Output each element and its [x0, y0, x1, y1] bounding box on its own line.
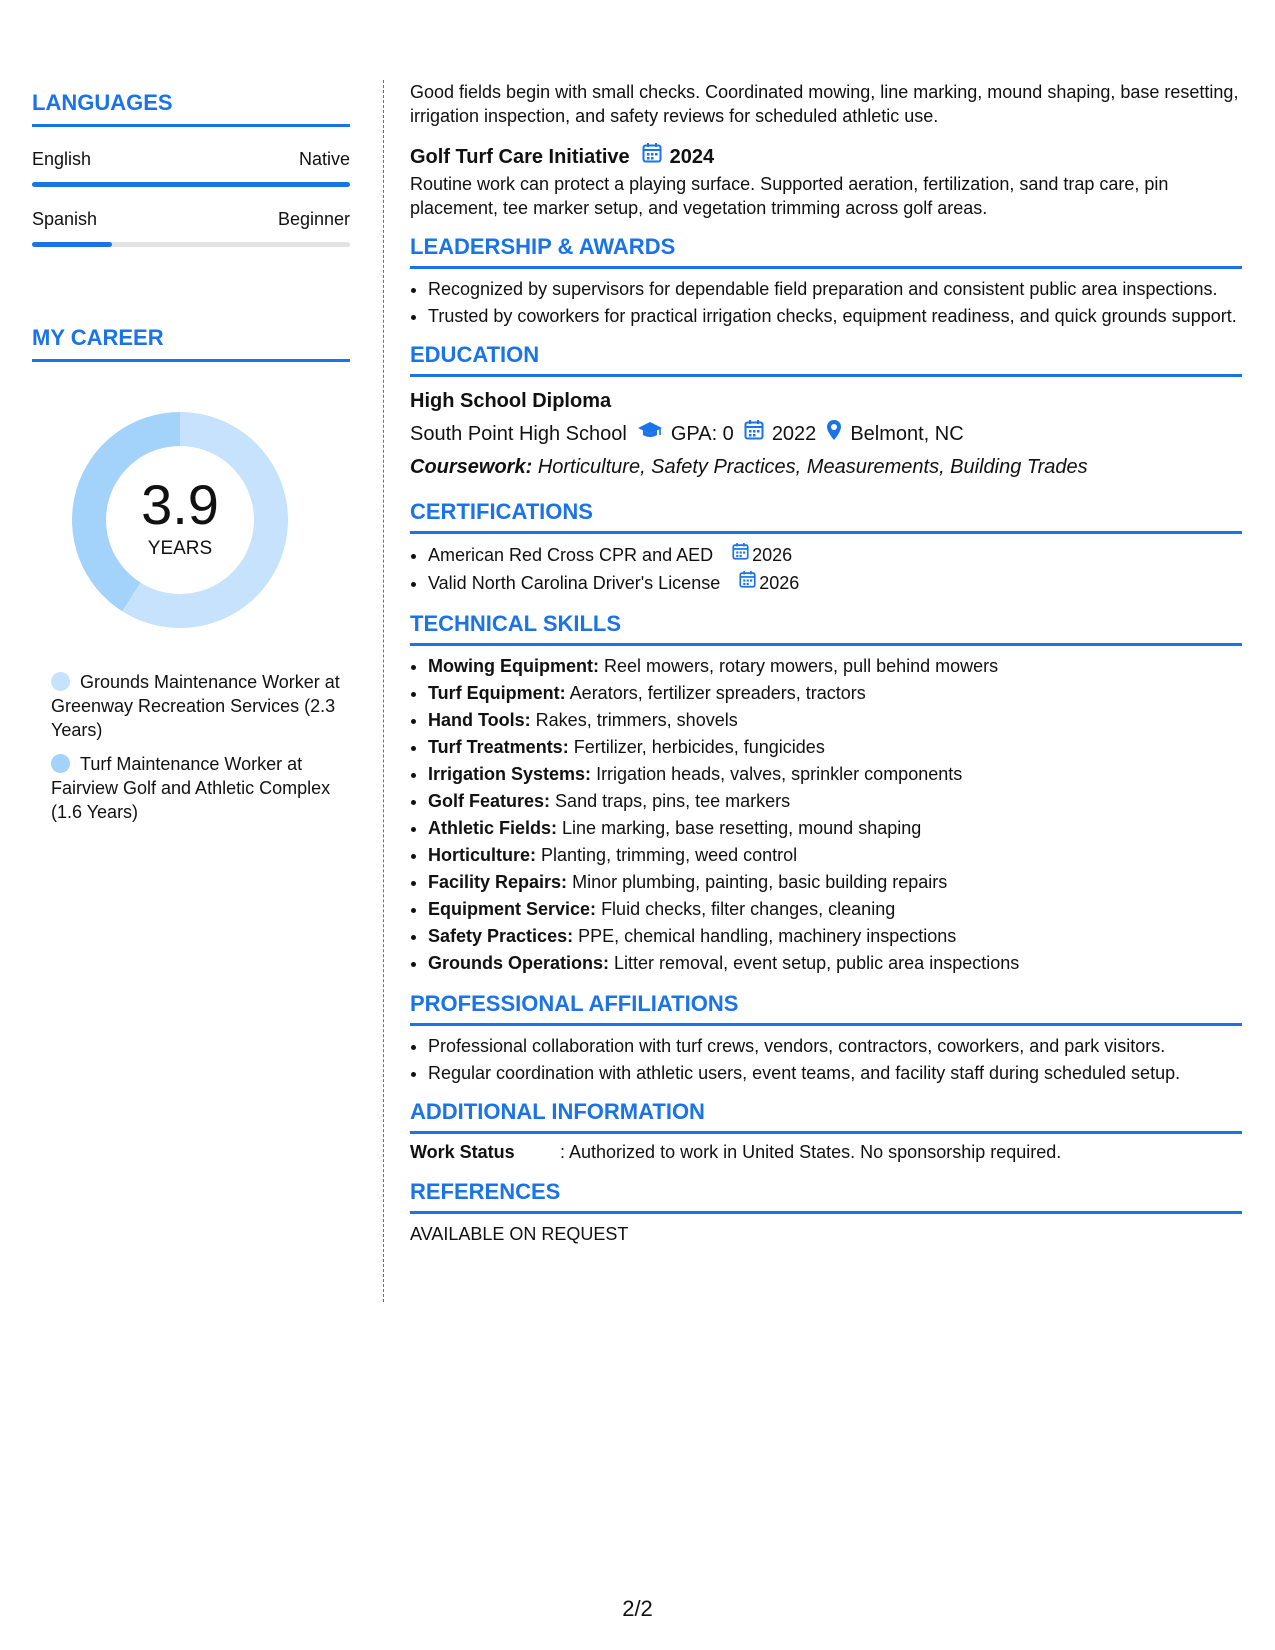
skill-label: Irrigation Systems: — [428, 764, 592, 784]
legend-label: Turf Maintenance Worker at Fairview Golf and Athletic Complex (1.6 Years) — [51, 754, 331, 822]
skill-value: PPE, chemical handling, machinery inspections — [578, 926, 957, 946]
skill-value: Line marking, base resetting, mound shaping — [562, 818, 922, 838]
skill-item — [428, 897, 1242, 921]
work-status-row — [410, 1142, 1242, 1163]
work-status-label: Work Status — [410, 1142, 515, 1162]
languages-title: LANGUAGES — [32, 90, 350, 127]
language-item — [32, 149, 350, 187]
language-item — [32, 209, 350, 247]
skill-item — [428, 870, 1242, 894]
certifications-title: CERTIFICATIONS — [410, 499, 1242, 534]
education-gpa: GPA: 0 — [670, 423, 734, 445]
certification-name: Valid North Carolina Driver's License — [428, 573, 721, 593]
career-total-unit: YEARS — [147, 538, 213, 559]
skill-value: Fluid checks, filter changes, cleaning — [601, 899, 896, 919]
legend-item — [51, 752, 350, 824]
calendar-icon — [642, 142, 662, 172]
certification-year: 2026 — [759, 572, 800, 593]
skill-item — [428, 762, 1242, 786]
skill-item — [428, 843, 1242, 867]
education-title: EDUCATION — [410, 342, 1242, 377]
language-bar — [32, 182, 350, 187]
legend-dot — [51, 672, 70, 691]
project-title: Golf Turf Care Initiative — [410, 146, 630, 168]
skill-value: Fertilizer, herbicides, fungicides — [573, 737, 825, 757]
skill-label: Safety Practices: — [428, 926, 574, 946]
career-donut-chart — [66, 406, 294, 634]
skill-value: Minor plumbing, painting, basic building repairs — [572, 872, 948, 892]
skill-item — [428, 816, 1242, 840]
additional-info-title: ADDITIONAL INFORMATION — [410, 1099, 1242, 1134]
skill-item — [428, 681, 1242, 705]
page-number: 2/2 — [622, 1596, 653, 1621]
column-divider — [383, 80, 384, 1302]
leadership-title: LEADERSHIP & AWARDS — [410, 234, 1242, 269]
skills-title: TECHNICAL SKILLS — [410, 611, 1242, 646]
skill-value: Litter removal, event setup, public area inspections — [614, 953, 1020, 973]
legend-label: Grounds Maintenance Worker at Greenway Recreation Services (2.3 Years) — [51, 672, 340, 740]
education-degree: High School Diploma — [410, 390, 612, 412]
skill-label: Mowing Equipment: — [428, 656, 599, 676]
calendar-icon — [739, 570, 756, 595]
skill-label: Hand Tools: — [428, 710, 531, 730]
skill-label: Golf Features: — [428, 791, 551, 811]
list-item — [428, 542, 1242, 567]
education-year: 2022 — [771, 423, 817, 445]
skill-item — [428, 789, 1242, 813]
education-coursework — [410, 453, 1242, 481]
language-name: English — [32, 149, 92, 169]
skill-label: Turf Equipment: — [428, 683, 566, 703]
language-bar — [32, 242, 350, 247]
education-details — [410, 419, 1242, 449]
affiliations-title: PROFESSIONAL AFFILIATIONS — [410, 991, 1242, 1026]
certification-name: American Red Cross CPR and AED — [428, 545, 714, 565]
skill-label: Athletic Fields: — [428, 818, 558, 838]
skill-label: Facility Repairs: — [428, 872, 568, 892]
skill-item — [428, 708, 1242, 732]
language-level: Beginner — [277, 209, 350, 229]
career-title: MY CAREER — [32, 325, 350, 362]
skill-value: Aerators, fertilizer spreaders, tractors — [569, 683, 866, 703]
project-title-row — [410, 142, 1242, 172]
skill-item — [428, 735, 1242, 759]
skill-label: Turf Treatments: — [428, 737, 569, 757]
skill-value: Reel mowers, rotary mowers, pull behind mowers — [604, 656, 999, 676]
left-column — [32, 90, 350, 834]
references-text: AVAILABLE ON REQUEST — [410, 1224, 629, 1244]
skill-item — [428, 924, 1242, 948]
graduation-cap-icon — [637, 420, 663, 448]
skill-value: Rakes, trimmers, shovels — [535, 710, 738, 730]
skill-value: Planting, trimming, weed control — [541, 845, 798, 865]
list-item: • Trusted by coworkers for practical irrigation checks, equipment readiness, and quick grounds support. — [428, 304, 1242, 328]
skill-value: Irrigation heads, valves, sprinkler components — [596, 764, 963, 784]
calendar-icon — [744, 419, 764, 449]
right-column — [410, 80, 1242, 1246]
calendar-icon — [732, 542, 749, 567]
list-item: • Regular coordination with athletic users, event teams, and facility staff during scheduled setup. — [428, 1061, 1242, 1085]
language-bar-fill — [32, 182, 350, 187]
intro-paragraph: Good fields begin with small checks. Coordinated mowing, line marking, mound shaping, base resetting, irrigation inspection, and safety reviews for scheduled athletic use. — [410, 82, 1239, 126]
certifications-list — [410, 542, 1242, 595]
language-name: Spanish — [32, 209, 98, 229]
language-bar-fill — [32, 242, 112, 247]
references-title: REFERENCES — [410, 1179, 1242, 1214]
skill-label: Grounds Operations: — [428, 953, 610, 973]
legend-item — [51, 670, 350, 742]
project-year: 2024 — [669, 146, 715, 168]
project-description: Routine work can protect a playing surface. Supported aeration, fertilization, sand trap care, pin placement, tee marker setup, and vegetation trimming across golf areas. — [410, 174, 1169, 218]
list-item — [428, 570, 1242, 595]
coursework-text: Horticulture, Safety Practices, Measurements, Building Trades — [537, 456, 1088, 478]
education-school: South Point High School — [410, 423, 627, 445]
skill-item — [428, 951, 1242, 975]
list-item: • Professional collaboration with turf crews, vendors, contractors, coworkers, and park visitors. — [428, 1034, 1242, 1058]
career-legend — [51, 670, 350, 824]
language-level: Native — [298, 149, 350, 169]
certification-year: 2026 — [752, 544, 793, 565]
list-item: • Recognized by supervisors for dependable field preparation and consistent public area inspections. — [428, 277, 1242, 301]
affiliations-list — [410, 1034, 1242, 1085]
skill-label: Horticulture: — [428, 845, 536, 865]
map-pin-icon — [826, 419, 842, 449]
career-total-years: 3.9 — [141, 473, 219, 536]
education-location: Belmont, NC — [850, 423, 964, 445]
skill-value: Sand traps, pins, tee markers — [555, 791, 791, 811]
coursework-label: Coursework: — [410, 456, 533, 478]
leadership-list — [410, 277, 1242, 328]
legend-dot — [51, 754, 70, 773]
skill-label: Equipment Service: — [428, 899, 597, 919]
skills-list — [410, 654, 1242, 975]
skill-item — [428, 654, 1242, 678]
work-status-value: : Authorized to work in United States. No sponsorship required. — [560, 1142, 1062, 1162]
